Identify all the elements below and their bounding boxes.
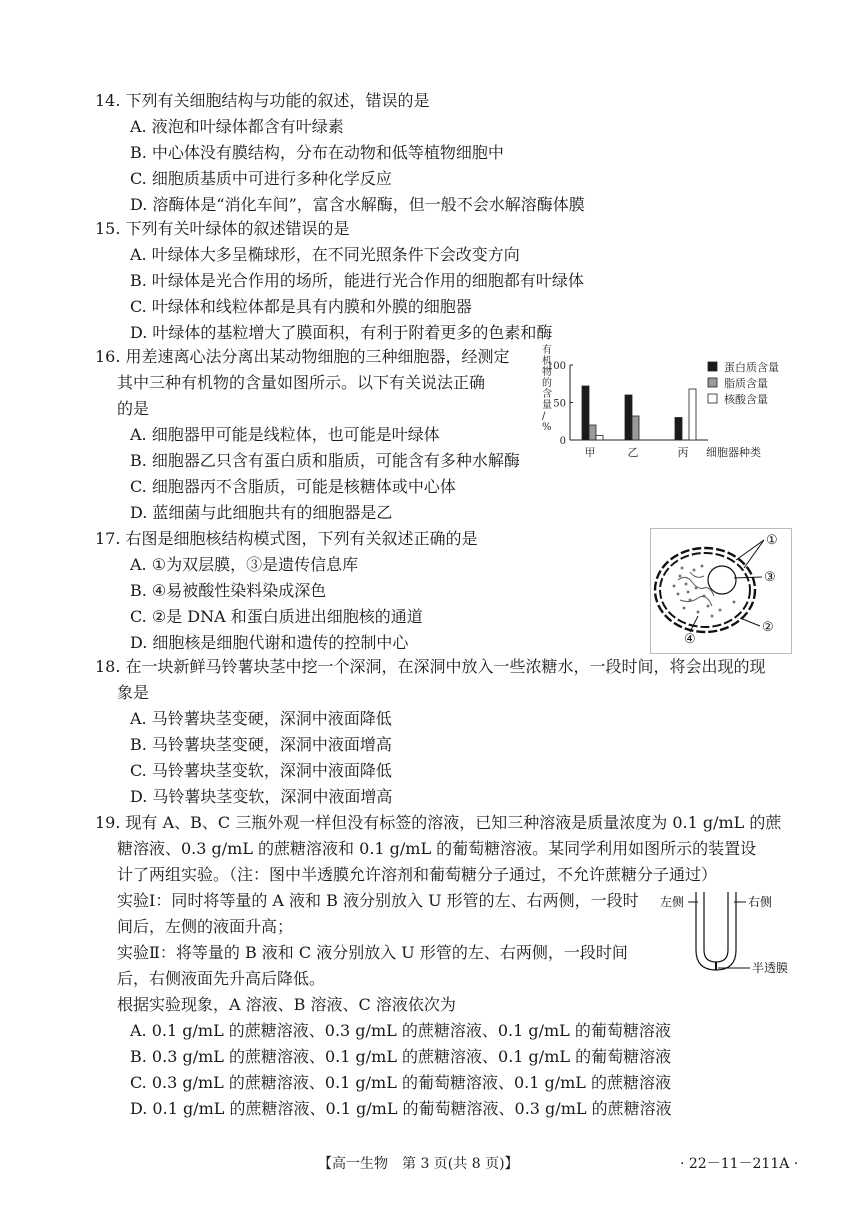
q19-option-a: A. 0.1 g/mL 的蔗糖溶液、0.3 g/mL 的蔗糖溶液、0.1 g/mL 的葡萄糖溶液	[130, 1021, 671, 1040]
chart-legend-label-1: 脂质含量	[724, 377, 768, 390]
q15-stem: 15. 下列有关叶绿体的叙述错误的是	[95, 219, 350, 238]
q16-option-a: A. 细胞器甲可能是线粒体，也可能是叶绿体	[130, 425, 440, 444]
chart-y-axis-label	[542, 343, 552, 433]
q19-stem-line3: 计了两组实验。（注：图中半透膜允许溶剂和葡萄糖分子通过，不允许蔗糖分子通过）	[117, 865, 718, 884]
chart-y-axis-label-text: 有机物的含量/ %	[542, 345, 552, 433]
label-2: ②	[762, 620, 774, 635]
label-3: ③	[764, 570, 776, 585]
chart-bar-甲-脂质含量	[589, 425, 596, 440]
q16-option-b: B. 细胞器乙只含有蛋白质和脂质，可能含有多种水解酶	[130, 451, 520, 470]
q19-experiment-2-line1: 实验Ⅱ：将等量的 B 液和 C 液分别放入 U 形管的左、右两侧，一段时间	[117, 943, 628, 962]
q15-option-c: C. 叶绿体和线粒体都是具有内膜和外膜的细胞器	[130, 297, 472, 316]
q17-option-c: C. ②是 DNA 和蛋白质进出细胞核的通道	[130, 607, 423, 626]
q17-option-d: D. 细胞核是细胞代谢和遗传的控制中心	[130, 633, 409, 652]
label-1: ①	[766, 533, 778, 548]
organelle-content-bar-chart	[530, 345, 800, 470]
chart-x-axis-label: 细胞器种类	[706, 446, 761, 459]
chart-y-tick-1: 50	[553, 398, 566, 410]
chart-legend-label-0: 蛋白质含量	[724, 361, 779, 374]
q14-option-c: C. 细胞质基质中可进行多种化学反应	[130, 169, 392, 188]
page-footer-code: · 22－11－211A ·	[680, 1156, 799, 1172]
q14-option-d: D. 溶酶体是“消化车间”，富含水解酶，但一般不会水解溶酶体膜	[130, 195, 585, 214]
chart-legend	[708, 360, 779, 406]
chart-bar-甲-核酸含量	[596, 436, 603, 441]
chart-bar-甲-蛋白质含量	[582, 386, 589, 440]
q14-option-a: A. 液泡和叶绿体都含有叶绿素	[130, 117, 344, 136]
q15-option-a: A. 叶绿体大多呈椭球形，在不同光照条件下会改变方向	[130, 245, 520, 264]
q19-option-c: C. 0.3 g/mL 的蔗糖溶液、0.1 g/mL 的葡萄糖溶液、0.1 g/mL 的蔗糖溶液	[130, 1073, 671, 1092]
q18-option-b: B. 马铃薯块茎变硬，深洞中液面增高	[130, 735, 392, 754]
chart-x-tick-2: 丙	[677, 446, 689, 459]
chart-y-tick-2: 100	[546, 361, 566, 372]
q19-experiment-2-line2: 后，右侧液面先升高后降低。	[117, 969, 326, 988]
q19-question: 根据实验现象，A 溶液、B 溶液、C 溶液依次为	[117, 995, 456, 1014]
q19-experiment-1-line1: 实验Ⅰ：同时将等量的 A 液和 B 液分别放入 U 形管的左、右两侧，一段时	[117, 891, 639, 910]
q17-stem: 17. 右图是细胞核结构模式图，下列有关叙述正确的是	[95, 529, 478, 548]
q19-stem-line2: 糖溶液、0.3 g/mL 的蔗糖溶液和 0.1 g/mL 的葡萄糖溶液。某同学利用如图所示的装置设	[117, 839, 757, 858]
tube-membrane-label: 半透膜	[752, 961, 789, 975]
chart-bars	[582, 386, 696, 440]
chart-bar-丙-核酸含量	[689, 389, 696, 440]
q19-stem-line1: 19. 现有 A、B、C 三瓶外观一样但没有标签的溶液，已知三种溶液是质量浓度为 0.1 g/mL 的蔗	[95, 813, 782, 832]
q15-option-b: B. 叶绿体是光合作用的场所，能进行光合作用的细胞都有叶绿体	[130, 271, 584, 290]
label-4: ④	[684, 632, 696, 647]
q18-option-d: D. 马铃薯块茎变软，深洞中液面增高	[130, 787, 393, 806]
q18-option-a: A. 马铃薯块茎变硬，深洞中液面降低	[130, 709, 392, 728]
u-tube-outer	[696, 892, 736, 970]
q16-stem-line1: 16. 用差速离心法分离出某动物细胞的三种细胞器，经测定	[95, 347, 510, 366]
q15-option-d: D. 叶绿体的基粒增大了膜面积，有利于附着更多的色素和酶	[130, 323, 553, 342]
q14-stem: 14. 下列有关细胞结构与功能的叙述，错误的是	[95, 91, 430, 110]
chart-legend-swatch-1	[708, 378, 717, 387]
tube-right-label: 右侧	[748, 895, 773, 909]
q18-stem-line2: 象是	[117, 683, 150, 702]
chart-x-ticks	[585, 446, 689, 459]
q16-stem-line3: 的是	[117, 399, 150, 418]
chart-legend-swatch-0	[708, 362, 717, 371]
nucleus-structure-diagram	[650, 528, 792, 654]
q19-experiment-1-line2: 间后，左侧的液面升高；	[117, 917, 294, 936]
u-tube-inner	[704, 892, 728, 962]
page-footer-title: 【高一生物 第 3 页(共 8 页)】	[318, 1156, 519, 1172]
q16-option-d: D. 蓝细菌与此细胞共有的细胞器是乙	[130, 503, 393, 522]
q14-option-b: B. 中心体没有膜结构，分布在动物和低等植物细胞中	[130, 143, 504, 162]
u-tube-diagram	[660, 886, 800, 980]
q19-option-b: B. 0.3 g/mL 的蔗糖溶液、0.1 g/mL 的蔗糖溶液、0.1 g/mL 的葡萄糖溶液	[130, 1047, 672, 1066]
q18-stem-line1: 18. 在一块新鲜马铃薯块茎中挖一个深洞，在深洞中放入一些浓糖水，一段时间，将会出现的现	[95, 657, 766, 676]
q16-stem-line2: 其中三种有机物的含量如图所示。以下有关说法正确	[117, 373, 486, 392]
chart-bar-丙-蛋白质含量	[675, 418, 682, 441]
chart-y-tick-0: 0	[559, 436, 566, 447]
q17-option-b: B. ④易被酸性染料染成深色	[130, 581, 327, 600]
q19-option-d: D. 0.1 g/mL 的蔗糖溶液、0.1 g/mL 的葡萄糖溶液、0.3 g/mL 的蔗糖溶液	[130, 1099, 672, 1118]
chart-legend-swatch-2	[708, 394, 717, 403]
chart-bar-乙-蛋白质含量	[625, 395, 632, 440]
chart-x-tick-1: 乙	[627, 446, 639, 459]
chart-x-tick-0: 甲	[584, 446, 596, 459]
tube-left-label: 左侧	[660, 895, 685, 909]
chart-legend-label-2: 核酸含量	[724, 393, 768, 406]
q16-option-c: C. 细胞器丙不含脂质，可能是核糖体或中心体	[130, 477, 456, 496]
chart-bar-乙-脂质含量	[632, 416, 639, 440]
nucleolus	[708, 566, 736, 594]
q18-option-c: C. 马铃薯块茎变软，深洞中液面降低	[130, 761, 392, 780]
q17-option-a: A. ①为双层膜，③是遗传信息库	[130, 555, 359, 574]
